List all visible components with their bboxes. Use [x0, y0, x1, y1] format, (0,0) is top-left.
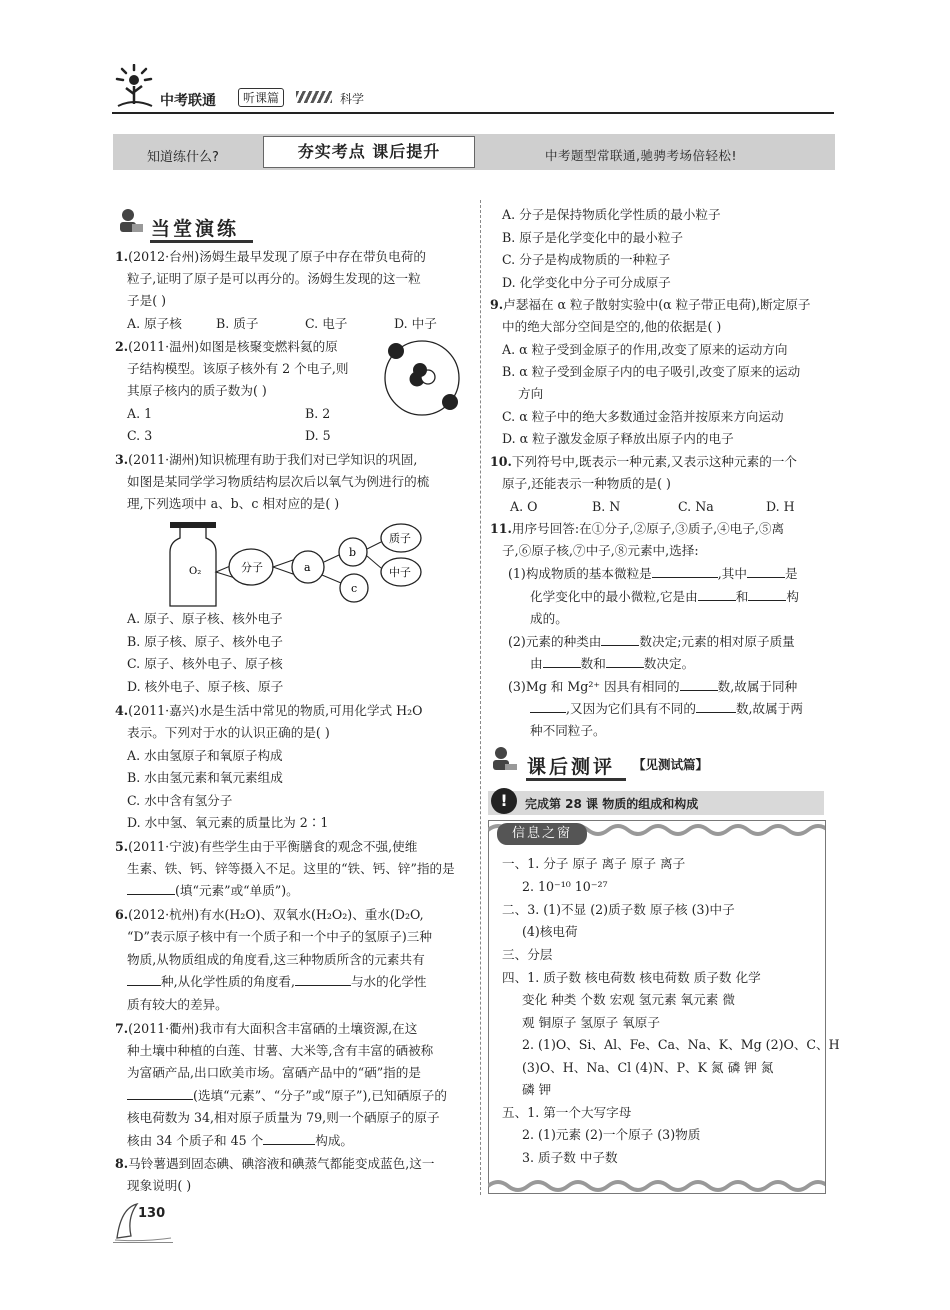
option-d: D. 中子: [394, 316, 437, 331]
question-11-part-1-line: 成的。: [530, 611, 568, 626]
option-b: B. 原子核、原子、核外电子: [127, 634, 283, 649]
question-6-line: 种,从化学性质的角度看, 与水的化学性: [127, 971, 427, 993]
node-molecule: 分子: [241, 561, 263, 574]
answer-line: (4)核电荷: [522, 924, 578, 939]
answer-line: 2. (1)元素 (2)一个原子 (3)物质: [522, 1127, 701, 1142]
option-b: B. α 粒子受到金原子内的电子吸引,改变了原来的运动: [502, 364, 801, 379]
question-7-line: 核电荷数为 34,相对原子质量为 79,则一个硒原子的原子: [127, 1110, 440, 1125]
answer-line: 2. 10⁻¹⁰ 10⁻²⁷: [522, 879, 608, 894]
question-11-part-1: (1)构成物质的基本微粒是 ,其中 是: [508, 566, 798, 581]
option-b: B. 水由氢元素和氧元素组成: [127, 770, 283, 785]
option-c: C. 水中含有氢分子: [127, 793, 233, 808]
node-proton: 质子: [389, 532, 411, 545]
answer-line: 变化 种类 个数 宏观 氢元素 氧元素 微: [522, 992, 735, 1007]
question-9: 9.卢瑟福在 α 粒子散射实验中(α 粒子带正电荷),断定原子: [490, 297, 811, 312]
question-1: 1.(2012·台州)汤姆生最早发现了原子中存在带负电荷的: [115, 249, 426, 264]
question-10-line: 原子,还能表示一种物质的是( ): [502, 476, 671, 491]
student-writing-icon: [488, 744, 518, 774]
question-5-line: (填“元素”或“单质”)。: [127, 880, 299, 902]
question-5-line: 生素、铁、钙、锌等摄入不足。这里的“铁、钙、锌”指的是: [127, 861, 455, 876]
wave-border-bottom: [488, 1178, 825, 1194]
option-d: D. α 粒子激发金原子释放出原子内的电子: [502, 431, 734, 446]
answer-blank[interactable]: [680, 690, 718, 691]
question-6-line: 物质,从物质组成的角度看,这三种物质所含的元素共有: [127, 952, 425, 967]
question-10: 10.下列符号中,既表示一种元素,又表示这种元素的一个: [490, 454, 797, 469]
edition-tag: 听课篇: [238, 88, 284, 107]
bottle-label: O₂: [189, 566, 202, 577]
option-c: C. Na: [678, 499, 714, 514]
question-4-line: 表示。下列对于水的认识正确的是( ): [127, 725, 330, 740]
option-a: A. 1: [127, 406, 153, 421]
answer-line: 观 铜原子 氢原子 氧原子: [522, 1015, 660, 1030]
question-11-part-3-line: ,又因为它们具有不同的 数,故属于两: [530, 698, 803, 720]
question-11-part-2: (2)元素的种类由 数决定;元素的相对原子质量: [508, 634, 795, 649]
decor-stripes: [296, 91, 332, 103]
option-d: D. H: [766, 499, 795, 514]
node-c: c: [351, 582, 358, 595]
option-c: C. 分子是构成物质的一种粒子: [502, 252, 671, 267]
option-b: B. 2: [305, 406, 331, 421]
footer-rule: [113, 1242, 173, 1243]
option-c: C. α 粒子中的绝大多数通过金箔并按原来方向运动: [502, 409, 784, 424]
answer-line: 3. 质子数 中子数: [522, 1150, 618, 1165]
question-7-line: (选填“元素”、“分子”或“原子”),已知硒原子的: [127, 1085, 447, 1107]
question-6-line: 质有较大的差异。: [127, 997, 228, 1012]
option-a: A. 水由氢原子和氧原子构成: [127, 748, 283, 763]
answer-blank[interactable]: [543, 667, 581, 668]
banner-right-text: 中考题型常联通,驰骋考场倍轻松!: [545, 148, 737, 163]
answer-blank[interactable]: [698, 600, 736, 601]
option-b: B. N: [592, 499, 621, 514]
question-7-line: 核由 34 个质子和 45 个 构成。: [127, 1133, 354, 1148]
question-11-part-3-line: 种不同粒子。: [530, 723, 606, 738]
question-7-line: 为富硒产品,出口欧美市场。富硒产品中的“硒”指的是: [127, 1065, 421, 1080]
student-reading-icon: [115, 206, 145, 236]
section-title-after-class: 课后测评: [527, 756, 616, 778]
option-a: A. 分子是保持物质化学性质的最小粒子: [502, 207, 721, 222]
option-a: A. α 粒子受到金原子的作用,改变了原来的运动方向: [502, 342, 788, 357]
answer-blank[interactable]: [747, 577, 785, 578]
question-6-line: “D”表示原子核中有一个质子和一个中子的氢原子)三种: [127, 929, 432, 944]
lesson-notice-text: 完成第 28 课 物质的组成和构成: [525, 797, 699, 811]
question-9-line: 中的绝大部分空间是空的,他的依据是( ): [502, 319, 722, 334]
node-a: a: [304, 561, 311, 574]
section-underline: [150, 240, 253, 243]
answer-blank[interactable]: [127, 985, 161, 986]
header-rule: [112, 112, 834, 114]
question-7: 7.(2011·衢州)我市有大面积含丰富硒的土壤资源,在这: [115, 1021, 418, 1036]
answer-line: 二、3. (1)不显 (2)质子数 原子核 (3)中子: [502, 902, 735, 917]
question-8-line: 现象说明( ): [127, 1178, 192, 1193]
page-number: 130: [138, 1206, 166, 1221]
option-d: D. 5: [305, 428, 331, 443]
answer-line: 五、1. 第一个大写字母: [502, 1105, 632, 1120]
question-5: 5.(2011·宁波)有些学生由于平衡膳食的观念不强,使维: [115, 839, 418, 854]
option-c: C. 原子、核外电子、原子核: [127, 656, 283, 671]
option-b: B. 质子: [216, 316, 259, 331]
question-2: 2.(2011·温州)如图是核聚变燃料氦的原: [115, 339, 338, 354]
option-d: D. 水中氢、氧元素的质量比为 2∶1: [127, 815, 329, 830]
question-1-line: 粒子,证明了原子是可以再分的。汤姆生发现的这一粒: [127, 271, 421, 286]
answer-line: (3)O、H、Na、Cl (4)N、P、K 氮 磷 钾 氮: [522, 1060, 774, 1075]
question-11: 11.用序号回答:在①分子,②原子,③质子,④电子,⑤离: [490, 521, 785, 536]
answer-line: 一、1. 分子 原子 离子 原子 离子: [502, 856, 686, 871]
sun-tree-logo-icon: [112, 64, 156, 108]
question-7-line: 种土壤中种植的白莲、甘薯、大米等,含有丰富的硒被称: [127, 1043, 434, 1058]
answer-blank[interactable]: [127, 1099, 193, 1100]
question-1-line: 子是( ): [127, 293, 167, 308]
answer-blank[interactable]: [748, 600, 786, 601]
structure-level-diagram: [165, 520, 425, 610]
answer-blank[interactable]: [127, 894, 175, 895]
answer-blank[interactable]: [263, 1144, 315, 1145]
question-11-line: 子,⑥原子核,⑦中子,⑧元素中,选择:: [502, 543, 699, 558]
answer-line: 四、1. 质子数 核电荷数 核电荷数 质子数 化学: [502, 970, 761, 985]
answer-blank[interactable]: [601, 645, 639, 646]
info-window-title: 信息之窗: [497, 823, 587, 845]
question-4: 4.(2011·嘉兴)水是生活中常见的物质,可用化学式 H₂O: [115, 703, 423, 718]
answer-line: 磷 钾: [522, 1082, 552, 1097]
question-2-line: 子结构模型。该原子核外有 2 个电子,则: [127, 361, 349, 376]
see-test-note: 【见测试篇】: [633, 757, 709, 772]
question-8: 8.马铃薯遇到固态碘、碘溶液和碘蒸气都能变成蓝色,这一: [115, 1156, 435, 1171]
node-b: b: [349, 546, 357, 559]
answer-line: 三、分层: [502, 947, 553, 962]
answer-blank[interactable]: [652, 577, 718, 578]
option-c: C. 3: [127, 428, 153, 443]
option-a: A. O: [510, 499, 538, 514]
answer-blank[interactable]: [696, 712, 736, 713]
column-divider: [480, 200, 481, 1195]
atom-model-diagram: [380, 338, 464, 422]
banner-left-text: 知道练什么?: [147, 150, 219, 165]
answer-blank[interactable]: [295, 985, 351, 986]
option-d: D. 核外电子、原子核、原子: [127, 679, 284, 694]
question-2-line: 其原子核内的质子数为( ): [127, 383, 267, 398]
option-c: C. 电子: [305, 316, 348, 331]
answer-line: 2. (1)O、Si、Al、Fe、Ca、Na、K、Mg (2)O、C、H: [522, 1037, 840, 1052]
question-11-part-3: (3)Mg 和 Mg²⁺ 因具有相同的 数,故属于同种: [508, 679, 798, 694]
question-11-part-1-line: 化学变化中的最小微粒,它是由 和 构: [530, 589, 799, 604]
question-6: 6.(2012·杭州)有水(H₂O)、双氧水(H₂O₂)、重水(D₂O,: [115, 907, 424, 922]
answer-blank[interactable]: [530, 712, 566, 713]
option-d: D. 化学变化中分子可分成原子: [502, 275, 671, 290]
option-a: A. 原子、原子核、核外电子: [127, 611, 283, 626]
banner-title: 夯实考点 课后提升: [263, 136, 475, 168]
brand-name: 中考联通: [160, 93, 216, 109]
node-neutron: 中子: [389, 566, 411, 579]
exclamation-icon: !: [491, 788, 517, 814]
question-3-line: 理,下列选项中 a、b、c 相对应的是( ): [127, 496, 340, 511]
question-3: 3.(2011·湖州)知识梳理有助于我们对已学知识的巩固,: [115, 452, 418, 467]
question-11-part-2-line: 由 数和 数决定。: [530, 656, 695, 671]
section-title-practice: 当堂演练: [151, 218, 240, 240]
question-3-line: 如图是某同学学习物质结构层次后以氧气为例进行的梳: [127, 474, 430, 489]
answer-blank[interactable]: [606, 667, 644, 668]
option-b-cont: 方向: [518, 386, 544, 401]
option-b: B. 原子是化学变化中的最小粒子: [502, 230, 683, 245]
subject-label: 科学: [340, 92, 365, 106]
option-a: A. 原子核: [127, 316, 182, 331]
section-underline: [526, 778, 626, 781]
